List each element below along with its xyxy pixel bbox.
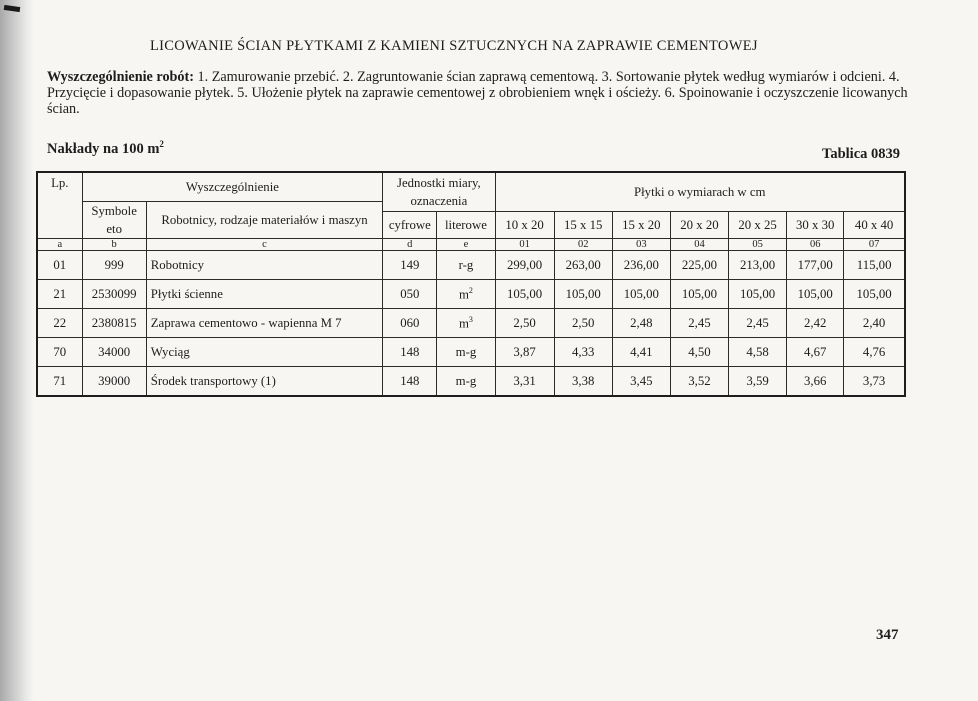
letter-unit-text: m-g xyxy=(455,373,477,388)
column-letter: 03 xyxy=(612,239,670,251)
column-letter: 06 xyxy=(787,239,844,251)
resource-name-cell: Robotnicy xyxy=(146,251,383,280)
value-cell: 299,00 xyxy=(495,251,554,280)
value-cell: 3,38 xyxy=(554,367,612,397)
column-letter: e xyxy=(437,239,495,251)
page-title: LICOWANIE ŚCIAN PŁYTKAMI Z KAMIENI SZTUCZNYCH NA ZAPRAWIE CEMENTOWEJ xyxy=(150,38,758,54)
value-cell: 3,31 xyxy=(495,367,554,397)
letter-unit-text: m xyxy=(458,316,469,331)
column-letter: 01 xyxy=(495,239,554,251)
value-cell: 4,33 xyxy=(554,338,612,367)
units-header: Jednostki miary, oznaczenia xyxy=(383,172,495,212)
column-letter: d xyxy=(383,239,437,251)
works-description-label: Wyszczególnienie robót: xyxy=(47,69,194,85)
table-row xyxy=(37,338,905,367)
resource-name-cell: Płytki ścienne xyxy=(146,280,383,309)
value-cell: 263,00 xyxy=(554,251,612,280)
value-cell: 3,66 xyxy=(787,367,844,397)
value-cell: 225,00 xyxy=(670,251,728,280)
value-cell: 4,50 xyxy=(670,338,728,367)
symbol-cell: 2380815 xyxy=(82,309,146,338)
table-body xyxy=(37,251,905,397)
value-cell: 3,87 xyxy=(495,338,554,367)
value-cell: 4,76 xyxy=(844,338,905,367)
column-letter: b xyxy=(82,239,146,251)
letter-unit-text: m-g xyxy=(455,344,477,359)
value-cell: 105,00 xyxy=(495,280,554,309)
column-letter: 05 xyxy=(729,239,787,251)
value-cell: 105,00 xyxy=(554,280,612,309)
lp-cell: 01 xyxy=(37,251,82,280)
letter-unit-cell xyxy=(437,251,495,280)
resource-name-cell: Zaprawa cementowo - wapienna M 7 xyxy=(146,309,383,338)
value-cell: 3,52 xyxy=(670,367,728,397)
page-number: 347 xyxy=(876,627,899,643)
size-header: 10 x 20 xyxy=(495,212,554,239)
tiles-header: Płytki o wymiarach w cm xyxy=(495,172,905,212)
value-cell: 2,50 xyxy=(554,309,612,338)
inputs-heading xyxy=(47,139,164,158)
value-cell: 3,59 xyxy=(729,367,787,397)
lp-cell: 70 xyxy=(37,338,82,367)
letter-unit-cell xyxy=(437,309,495,338)
value-cell: 3,45 xyxy=(612,367,670,397)
resource-name-cell: Wyciąg xyxy=(146,338,383,367)
size-header: 15 x 20 xyxy=(612,212,670,239)
column-letter: 04 xyxy=(670,239,728,251)
symbol-cell: 34000 xyxy=(82,338,146,367)
letter-unit-header: literowe xyxy=(437,212,495,239)
column-letter: c xyxy=(146,239,383,251)
digital-unit-header: cyfrowe xyxy=(383,212,437,239)
table-row xyxy=(37,367,905,397)
value-cell: 236,00 xyxy=(612,251,670,280)
value-cell: 105,00 xyxy=(787,280,844,309)
lp-cell: 22 xyxy=(37,309,82,338)
symbol-cell: 2530099 xyxy=(82,280,146,309)
digital-unit-cell: 050 xyxy=(383,280,437,309)
letter-unit-cell xyxy=(437,338,495,367)
letter-unit-cell xyxy=(437,280,495,309)
value-cell: 2,48 xyxy=(612,309,670,338)
resources-header: Robotnicy, rodzaje materiałów i maszyn xyxy=(146,202,383,239)
value-cell: 177,00 xyxy=(787,251,844,280)
size-header: 20 x 20 xyxy=(670,212,728,239)
book-spine-shadow xyxy=(0,0,34,701)
works-description-text: 1. Zamurowanie przebić. 2. Zagruntowanie ścian zaprawą cementową. 3. Sortowanie płytek według wymiarów i odcieni. 4. Przycięcie i dopasowanie płytek. 5. Ułożenie płytek na zaprawie cementowej z obrobieniem wnęk i ościeży. 6. Spoinowanie i oczyszczenie licowanych ścian. xyxy=(47,69,908,117)
spec-header: Wyszczególnienie xyxy=(82,172,383,202)
value-cell: 4,67 xyxy=(787,338,844,367)
value-cell: 3,73 xyxy=(844,367,905,397)
lp-cell: 71 xyxy=(37,367,82,397)
works-description xyxy=(47,69,909,117)
letter-unit-cell xyxy=(437,367,495,397)
column-letter: a xyxy=(37,239,82,251)
value-cell: 115,00 xyxy=(844,251,905,280)
value-cell: 2,42 xyxy=(787,309,844,338)
resource-name-cell: Środek transportowy (1) xyxy=(146,367,383,397)
value-cell: 4,58 xyxy=(729,338,787,367)
value-cell: 105,00 xyxy=(844,280,905,309)
value-cell: 105,00 xyxy=(729,280,787,309)
value-cell: 2,45 xyxy=(729,309,787,338)
inputs-heading-text: Nakłady na 100 m xyxy=(47,140,160,157)
value-cell: 105,00 xyxy=(612,280,670,309)
spine-mark xyxy=(4,5,21,12)
column-letter-row xyxy=(37,239,905,251)
letter-unit-text: m xyxy=(458,287,469,302)
digital-unit-cell: 148 xyxy=(383,367,437,397)
digital-unit-cell: 149 xyxy=(383,251,437,280)
digital-unit-cell: 148 xyxy=(383,338,437,367)
unit-exponent: 2 xyxy=(468,285,473,295)
unit-exponent: 3 xyxy=(468,314,473,324)
value-cell: 2,50 xyxy=(495,309,554,338)
size-header: 15 x 15 xyxy=(554,212,612,239)
digital-unit-cell: 060 xyxy=(383,309,437,338)
value-cell: 4,41 xyxy=(612,338,670,367)
column-letter: 02 xyxy=(554,239,612,251)
norms-table xyxy=(36,171,906,397)
value-cell: 2,45 xyxy=(670,309,728,338)
column-letter: 07 xyxy=(844,239,905,251)
lp-cell: 21 xyxy=(37,280,82,309)
size-header: 30 x 30 xyxy=(787,212,844,239)
symbol-cell: 999 xyxy=(82,251,146,280)
letter-unit-text: r-g xyxy=(458,257,474,272)
size-header: 40 x 40 xyxy=(844,212,905,239)
value-cell: 213,00 xyxy=(729,251,787,280)
table-row xyxy=(37,280,905,309)
table-number: Tablica 0839 xyxy=(822,146,901,162)
lp-header: Lp. xyxy=(37,172,82,239)
size-header: 20 x 25 xyxy=(729,212,787,239)
symbol-header: Symbole eto xyxy=(82,202,146,239)
inputs-heading-sup: 2 xyxy=(159,139,164,149)
symbol-cell: 39000 xyxy=(82,367,146,397)
value-cell: 105,00 xyxy=(670,280,728,309)
table-row xyxy=(37,309,905,338)
value-cell: 2,40 xyxy=(844,309,905,338)
table-row xyxy=(37,251,905,280)
